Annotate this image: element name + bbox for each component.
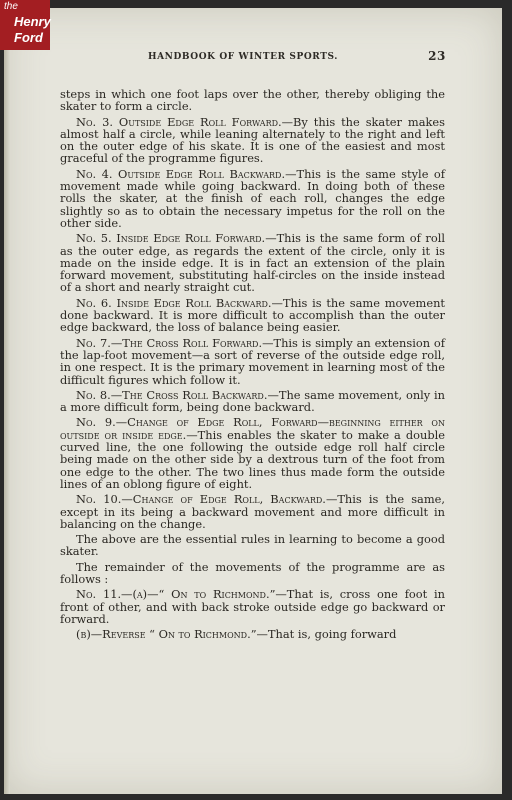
paragraph-text: —That is, cross one foot in front of other, and with back stroke outside edge go backward or forward. (60, 587, 445, 626)
logo-the: the (4, 1, 18, 12)
paragraph-text: —The same movement, only in a more difficult form, being done backward. (60, 387, 445, 415)
paragraph-label: No. 6. Inside Edge Roll Backward. (76, 295, 272, 310)
paragraph-text: steps in which one foot laps over the other, thereby obliging the skater to form a circle. (60, 87, 445, 114)
paragraph (60, 168, 445, 229)
body-text (60, 88, 445, 643)
henry-ford-logo (0, 0, 50, 50)
paragraph-label: No. 4. Outside Edge Roll Backward. (76, 166, 286, 181)
paragraph-text: —This is the same form of roll as the outer edge, as regards the extent of the circle, only it is made on the inside edge. It is in fact an extension of the plain forward movement, substituting half-circles on the inside instead of a short and nearly straight cut. (60, 231, 446, 295)
paragraph (60, 389, 445, 414)
paragraph-text: —This is the same style of movement made while going backward. In doing both of these rolls the skater, at the finish of each roll, changes the edge slightly so as to obtain the necessary impetus for the roll on the other side. (60, 166, 445, 230)
paragraph-label: No. 5. Inside Edge Roll Forward. (76, 231, 266, 246)
paragraph-text: —This enables the skater to make a double curved line, the one following the outside edge roll half circle being made on the other side by a dextrous turn of the foot from one edge to the other. The two lines thus made form the outside lines of an oblong figure of eight. (60, 427, 445, 491)
paragraph-text: The remainder of the movements of the programme are as follows : (60, 559, 445, 586)
logo-ford: Ford (14, 30, 43, 45)
paragraph-text: —This is the same movement done backward. It is more difficult to accomplish than the outer edge backward, the loss of balance being easier. (60, 295, 445, 335)
paragraph (60, 337, 445, 386)
paragraph (60, 116, 445, 165)
paragraph-text: —This is the same, except in its being a backward movement and more difficult in balancing on the change. (60, 492, 445, 531)
paragraph-label: No. 3. Outside Edge Roll Forward. (76, 114, 282, 129)
paragraph-label: (b)—Reverse “ On to Richmond.” (76, 627, 257, 642)
paragraph (60, 297, 445, 334)
paragraph-text: The above are the essential rules in learning to become a good skater. (60, 532, 445, 559)
paragraph-label: No. 11.—(a)—“ On to Richmond.” (76, 587, 276, 602)
paragraph-text: —This is simply an extension of the lap-foot movement—a sort of reverse of the outside edge roll, in one respect. It is the primary movement in learning most of the difficult figures which follow it. (60, 335, 445, 387)
paragraph (60, 588, 445, 625)
page-binding-edge (4, 8, 10, 794)
paragraph-label: No. 10.—Change of Edge Roll, Backward. (76, 492, 326, 507)
paragraph-label: No. 8.—The Cross Roll Backward. (76, 387, 268, 402)
paragraph (60, 533, 445, 558)
paragraph (60, 232, 445, 293)
paragraph (60, 88, 445, 113)
paragraph-label: No. 9.—Change of Edge Roll, Forward—beginning either on outside or inside edge. (60, 415, 445, 442)
paragraph-text: —By this the skater makes almost half a circle, while leaning alternately to the right and left on the outer edge of his skate. It is one of the easiest and most graceful of the programme figures. (60, 114, 445, 166)
book-page (4, 8, 502, 794)
paragraph (60, 628, 445, 640)
page-number: 23 (428, 49, 446, 63)
paragraph-text: —That is, going forward (256, 627, 397, 642)
paragraph-label: No. 7.—The Cross Roll Forward. (76, 335, 263, 350)
paragraph (60, 561, 445, 586)
paragraph (60, 416, 445, 490)
paragraph (60, 493, 445, 530)
logo-henry: Henry (14, 14, 51, 29)
running-title: HANDBOOK OF WINTER SPORTS. (148, 52, 339, 62)
